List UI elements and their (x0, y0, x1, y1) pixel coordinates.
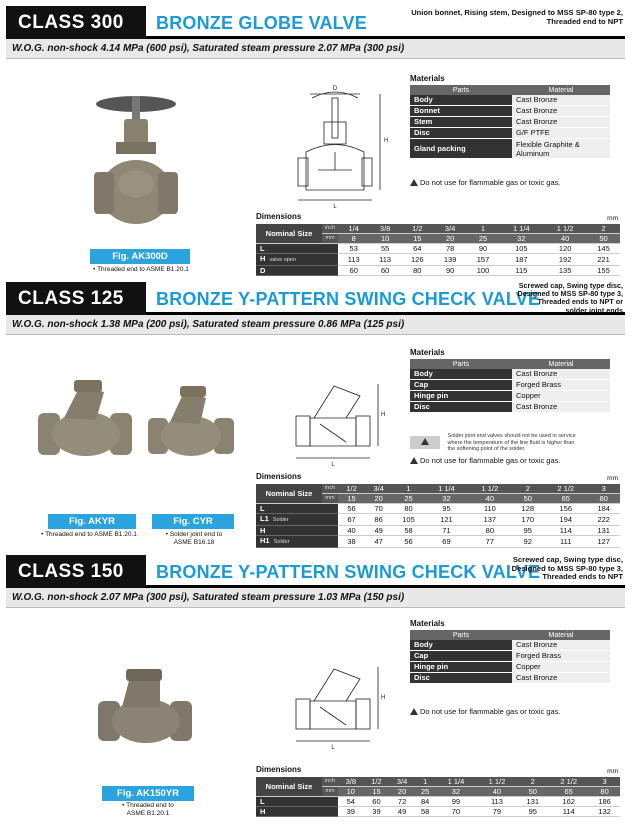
dimension-sub-label: valve open (269, 257, 297, 263)
size-mm-cell: 15 (364, 787, 390, 797)
dimension-symbol: H (260, 807, 266, 816)
dimension-symbol: H1 (260, 536, 270, 545)
size-inch-cell: 1/2 (364, 777, 390, 787)
dimension-value: 184 (587, 504, 620, 514)
dimension-value: 132 (589, 807, 620, 817)
size-inch-cell: 2 (587, 224, 620, 234)
dimension-value: 131 (587, 526, 620, 536)
size-mm-cell: 15 (401, 234, 434, 244)
dimension-label (256, 514, 338, 526)
dimension-value: 170 (512, 514, 545, 526)
figure-note: • Solder joint end to ASME B16.18 (165, 531, 223, 546)
dimension-value: 90 (434, 266, 467, 276)
materials-table: Materials Parts Material Body Cast Bronze Cap Forged Brass Hinge pin Copper Disc Cast Bronze (410, 348, 610, 413)
nominal-size-label: Nominal Size (256, 484, 322, 504)
size-inch-cell: 1/2 (401, 224, 434, 234)
size-mm-cell: 15 (338, 494, 365, 504)
dimension-sub-label: Solder (273, 539, 290, 545)
size-inch-cell: 3/8 (369, 224, 400, 234)
warning-note: Do not use for flammable gas or toxic gas. (410, 178, 560, 187)
section-header (6, 555, 625, 588)
dimension-value: 40 (338, 526, 365, 536)
size-inch-row (256, 777, 620, 787)
size-inch-cell: 3/4 (434, 224, 467, 234)
dimension-value: 39 (364, 807, 390, 817)
dimension-label (256, 266, 338, 276)
svg-text:L: L (333, 204, 337, 210)
size-mm-cell: 20 (389, 787, 415, 797)
size-inch-cell: 1 (467, 224, 500, 234)
material-row: Stem Cast Bronze (410, 117, 610, 128)
dimension-value: 221 (587, 254, 620, 266)
dimension-value: 113 (369, 254, 400, 266)
class-label: CLASS 125 (6, 282, 146, 315)
dimension-value: 100 (467, 266, 500, 276)
size-mm-cell: 40 (543, 234, 587, 244)
size-inch-cell: 2 1/2 (548, 777, 589, 787)
dimension-value: 111 (544, 536, 587, 548)
dimension-label (256, 504, 338, 514)
size-mm-cell: 8 (338, 234, 369, 244)
globe-valve-photo (86, 84, 186, 229)
size-mm-cell: 32 (425, 494, 468, 504)
dimension-value: 80 (401, 266, 434, 276)
class-125-section (6, 282, 625, 550)
y-check-valve-photo (96, 665, 196, 755)
dimension-value: 49 (365, 526, 392, 536)
figure-label: Fig. AKYR (48, 514, 136, 529)
pressure-rating: W.O.G. non-shock 2.07 MPa (300 psi), Saturated steam pressure 1.03 MPa (150 psi) (6, 588, 625, 608)
dimension-value: 56 (392, 536, 425, 548)
dimension-row (256, 526, 620, 536)
size-mm-cell: 40 (468, 494, 511, 504)
figure-label: Fig. CYR (152, 514, 234, 529)
dimension-value: 113 (338, 254, 369, 266)
figure-note: • Threaded end to ASME B1.20.1 (93, 266, 189, 273)
dimension-value: 90 (467, 244, 500, 254)
size-mm-cell: 65 (548, 787, 589, 797)
dimension-value: 139 (434, 254, 467, 266)
figure-label: Fig. AK150YR (102, 786, 194, 801)
dimension-value: 187 (499, 254, 543, 266)
dimension-value: 47 (365, 536, 392, 548)
dimension-row (256, 266, 620, 276)
dimension-value: 86 (365, 514, 392, 526)
size-mm-cell: 25 (415, 787, 436, 797)
size-mm-cell: 80 (589, 787, 620, 797)
dimension-value: 72 (389, 797, 415, 807)
dimension-value: 56 (338, 504, 365, 514)
size-inch-cell: 2 1/2 (544, 484, 587, 494)
size-inch-cell: 3 (589, 777, 620, 787)
dimension-value: 95 (517, 807, 548, 817)
material-row: Hinge pin Copper (410, 391, 610, 402)
dimension-value: 121 (425, 514, 468, 526)
dimension-value: 78 (434, 244, 467, 254)
dimension-value: 127 (587, 536, 620, 548)
dimension-value: 92 (512, 536, 545, 548)
size-mm-cell: 10 (369, 234, 400, 244)
class-label: CLASS 300 (6, 6, 146, 39)
dimension-label (256, 526, 338, 536)
dimension-value: 105 (499, 244, 543, 254)
product-title: BRONZE GLOBE VALVE (156, 13, 367, 33)
dimension-value: 60 (364, 797, 390, 807)
warning-icon (410, 708, 418, 715)
size-mm-cell: 50 (512, 494, 545, 504)
dimensions-table: Dimensions mm Nominal Size inch 1/2 3/4 1 1 1/4 1 1/2 2 2 1/2 3 mm 15 20 25 32 40 50 65 80 L 56 70 80 95 110 128 156 184 L1 Solder 67 86 105 121 137 170 194 222 H 40 49 58 71 80 95 114 131 H1 Solder 38 47 56 69 77 92 111 127 (256, 472, 618, 546)
size-mm-cell: 65 (544, 494, 587, 504)
svg-text:H: H (381, 412, 386, 418)
dimension-value: 53 (338, 244, 369, 254)
warning-icon (410, 179, 418, 186)
dimension-value: 69 (425, 536, 468, 548)
size-mm-cell: 40 (476, 787, 517, 797)
dimension-symbol: L (260, 504, 265, 513)
dimension-value: 71 (425, 526, 468, 536)
section-header (6, 6, 625, 39)
dimension-symbol: H (260, 254, 266, 263)
size-inch-cell: 1 (415, 777, 436, 787)
pressure-rating: W.O.G. non-shock 1.38 MPa (200 psi), Saturated steam pressure 0.86 MPa (125 psi) (6, 315, 625, 335)
dimension-value: 156 (544, 504, 587, 514)
product-description: Union bonnet, Rising stem, Designed to MSS SP-80 type 2, Threaded end to NPT (411, 8, 623, 26)
material-row: Body Cast Bronze (410, 640, 610, 651)
dimension-value: 70 (435, 807, 476, 817)
dimension-value: 77 (468, 536, 511, 548)
class-300-section (6, 6, 625, 278)
dimension-label (256, 244, 338, 254)
dimension-value: 113 (476, 797, 517, 807)
dimension-row (256, 514, 620, 526)
size-inch-cell: 1 (392, 484, 425, 494)
material-row: Disc G/F PTFE (410, 128, 610, 139)
dimension-symbol: L1 (260, 514, 269, 523)
dimension-row (256, 797, 620, 807)
material-row: Gland packing Flexible Graphite & Aluminum (410, 139, 610, 159)
svg-text:D: D (332, 86, 338, 92)
size-inch-row (256, 484, 620, 494)
dimension-row (256, 254, 620, 266)
warning-icon (410, 457, 418, 464)
size-inch-cell: 3/8 (338, 777, 364, 787)
dimension-value: 105 (392, 514, 425, 526)
y-check-valve-drawing (290, 376, 390, 466)
size-inch-cell: 1 1/4 (425, 484, 468, 494)
dimension-value: 58 (392, 526, 425, 536)
dimension-label (256, 807, 338, 817)
unit-label: mm (322, 787, 338, 797)
dimension-value: 110 (468, 504, 511, 514)
dimension-value: 80 (392, 504, 425, 514)
nominal-size-label: Nominal Size (256, 777, 322, 797)
svg-text:H: H (384, 138, 389, 144)
dimension-value: 67 (338, 514, 365, 526)
dimension-symbol: L (260, 244, 265, 253)
solder-note: Solder joint end valves should not be used in service where the temperature of the line fluid is higher than the softening point of the solder. (410, 433, 576, 453)
size-inch-cell: 1 1/2 (543, 224, 587, 234)
materials-table: Materials Parts Material Body Cast Bronze Bonnet Cast Bronze Stem Cast Bronze Disc G/F PTFE Gland packing Flexible Graphite & Aluminum (410, 74, 610, 159)
figure-note: • Threaded end to ASME B1.20.1 (41, 531, 137, 538)
dimension-value: 49 (389, 807, 415, 817)
material-row: Disc Cast Bronze (410, 673, 610, 684)
dimension-value: 95 (425, 504, 468, 514)
dimension-value: 38 (338, 536, 365, 548)
unit-label: mm (322, 234, 338, 244)
class-150-section (6, 555, 625, 835)
dimension-value: 80 (468, 526, 511, 536)
product-description: Screwed cap, Swing type disc, Designed to MSS SP-80 type 3, Threaded ends to NPT or solder joint ends (517, 281, 623, 315)
dimension-value: 114 (544, 526, 587, 536)
dimension-value: 186 (589, 797, 620, 807)
unit-label: inch (322, 224, 338, 234)
product-description: Screwed cap, Swing type disc, Designed to MSS SP-80 type 3, Threaded ends to NPT (511, 555, 623, 582)
y-check-valve-solder-photo (146, 386, 236, 466)
unit-label: mm (322, 494, 338, 504)
dimensions-table: Dimensions mm Nominal Size inch 1/4 3/8 1/2 3/4 1 1 1/4 1 1/2 2 mm 8 10 15 20 25 32 40 50 L 53 55 64 78 90 105 120 145 H valve open 113 113 126 139 157 187 192 221 D 60 60 80 90 100 115 135 155 (256, 212, 618, 275)
dimensions-table: Dimensions mm Nominal Size inch 3/8 1/2 3/4 1 1 1/4 1 1/2 2 2 1/2 3 mm 10 15 20 25 32 40 50 65 80 L 54 60 72 84 99 113 131 162 186 H 39 39 49 58 70 79 95 114 132 (256, 765, 618, 816)
dimension-value: 155 (587, 266, 620, 276)
dimension-label (256, 797, 338, 807)
dimension-value: 137 (468, 514, 511, 526)
material-row: Body Cast Bronze (410, 369, 610, 380)
size-mm-cell: 50 (517, 787, 548, 797)
size-inch-cell: 1 1/2 (476, 777, 517, 787)
pressure-rating: W.O.G. non-shock 4.14 MPa (600 psi), Saturated steam pressure 2.07 MPa (300 psi) (6, 39, 625, 59)
product-title: BRONZE Y-PATTERN SWING CHECK VALVE (156, 289, 541, 309)
dimension-value: 99 (435, 797, 476, 807)
size-inch-cell: 1 1/4 (499, 224, 543, 234)
figure-label: Fig. AK300D (90, 249, 190, 264)
size-mm-cell: 20 (365, 494, 392, 504)
product-title: BRONZE Y-PATTERN SWING CHECK VALVE (156, 562, 541, 582)
dimension-value: 60 (338, 266, 369, 276)
dimension-row (256, 244, 620, 254)
class-label: CLASS 150 (6, 555, 146, 588)
dimension-value: 162 (548, 797, 589, 807)
size-mm-cell: 10 (338, 787, 364, 797)
dimension-row (256, 504, 620, 514)
dimension-value: 79 (476, 807, 517, 817)
size-inch-row (256, 224, 620, 234)
dimension-value: 58 (415, 807, 436, 817)
warning-note: Do not use for flammable gas or toxic gas. (410, 456, 560, 465)
dimension-value: 39 (338, 807, 364, 817)
material-row: Disc Cast Bronze (410, 402, 610, 413)
dimension-value: 64 (401, 244, 434, 254)
size-mm-cell: 50 (587, 234, 620, 244)
warning-note: Do not use for flammable gas or toxic gas. (410, 707, 560, 716)
material-row: Cap Forged Brass (410, 651, 610, 662)
svg-text:H: H (381, 695, 386, 701)
size-mm-cell: 80 (587, 494, 620, 504)
dimension-symbol: D (260, 266, 266, 275)
dimension-value: 135 (543, 266, 587, 276)
dimension-value: 192 (543, 254, 587, 266)
svg-text:L: L (331, 462, 335, 466)
unit-label: inch (322, 484, 338, 494)
dimension-value: 114 (548, 807, 589, 817)
dimension-value: 84 (415, 797, 436, 807)
dimension-row (256, 807, 620, 817)
size-inch-cell: 1 1/2 (468, 484, 511, 494)
dimension-label (256, 536, 338, 548)
dimension-value: 120 (543, 244, 587, 254)
size-inch-cell: 2 (512, 484, 545, 494)
figure-note: • Threaded end to ASME B1.20.1 (122, 802, 174, 817)
dimension-sub-label: Solder (272, 517, 289, 523)
size-inch-cell: 3/4 (365, 484, 392, 494)
dimension-label (256, 254, 338, 266)
material-row: Cap Forged Brass (410, 380, 610, 391)
y-check-valve-photo (36, 378, 136, 468)
materials-table: Materials Parts Material Body Cast Bronze Cap Forged Brass Hinge pin Copper Disc Cast Bronze (410, 619, 610, 684)
size-mm-cell: 25 (392, 494, 425, 504)
unit-label: inch (322, 777, 338, 787)
svg-text:L: L (331, 745, 335, 749)
size-inch-cell: 1/2 (338, 484, 365, 494)
dimension-value: 60 (369, 266, 400, 276)
nominal-size-label: Nominal Size (256, 224, 322, 244)
caution-icon (410, 436, 440, 449)
dimension-value: 95 (512, 526, 545, 536)
dimension-value: 115 (499, 266, 543, 276)
size-inch-cell: 3/4 (389, 777, 415, 787)
size-mm-cell: 25 (467, 234, 500, 244)
dimension-value: 157 (467, 254, 500, 266)
size-mm-cell: 32 (499, 234, 543, 244)
globe-valve-drawing (290, 82, 400, 210)
dimension-value: 70 (365, 504, 392, 514)
size-inch-cell: 1/4 (338, 224, 369, 234)
size-inch-cell: 3 (587, 484, 620, 494)
dimension-value: 128 (512, 504, 545, 514)
dimension-value: 131 (517, 797, 548, 807)
dimension-symbol: L (260, 797, 265, 806)
material-row: Hinge pin Copper (410, 662, 610, 673)
dimension-value: 126 (401, 254, 434, 266)
dimension-value: 55 (369, 244, 400, 254)
dimension-row (256, 536, 620, 548)
section-header (6, 282, 625, 315)
size-mm-cell: 32 (435, 787, 476, 797)
material-row: Bonnet Cast Bronze (410, 106, 610, 117)
dimension-value: 194 (544, 514, 587, 526)
size-mm-cell: 20 (434, 234, 467, 244)
dimension-value: 222 (587, 514, 620, 526)
dimension-symbol: H (260, 526, 266, 535)
dimension-value: 145 (587, 244, 620, 254)
size-inch-cell: 1 1/4 (435, 777, 476, 787)
material-row: Body Cast Bronze (410, 95, 610, 106)
size-inch-cell: 2 (517, 777, 548, 787)
dimension-value: 54 (338, 797, 364, 807)
y-check-valve-drawing (290, 659, 390, 749)
